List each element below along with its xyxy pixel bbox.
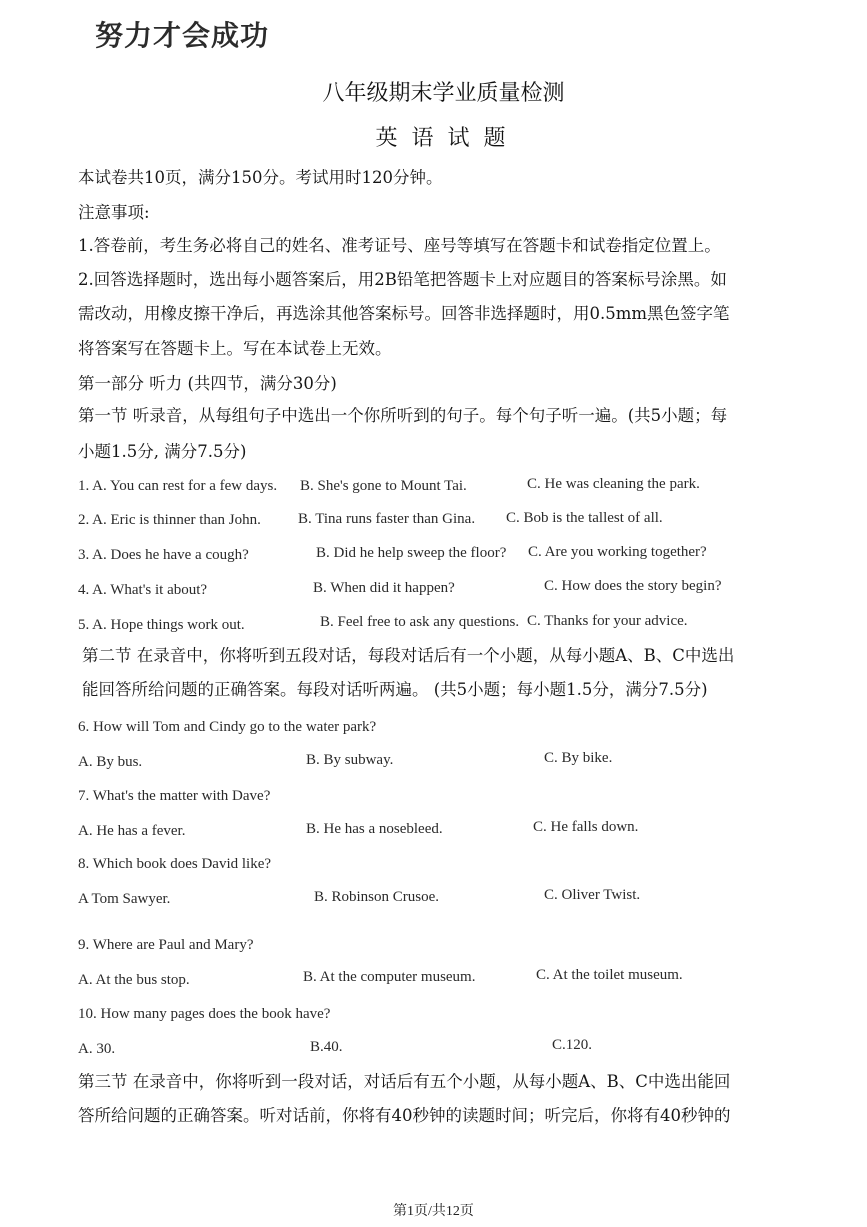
q7-question: 7. What's the matter with Dave? [78,788,271,804]
q4-option-a: 4. A. What's it about? [78,582,208,598]
q10-option-a: A. 30. [78,1041,116,1057]
q1-option-a: 1. A. You can rest for a few days. [78,478,278,494]
q1-option-b: B. She's gone to Mount Tai. [300,478,467,494]
q6-option-c: C. By bike. [544,750,613,766]
q9-question: 9. Where are Paul and Mary? [78,937,254,953]
note-2-line-3: 将答案写在答题卡上。写在本试卷上无效。 [78,339,392,358]
exam-title: 八年级期末学业质量检测 [322,81,565,106]
q7-option-c: C. He falls down. [533,819,639,835]
q9-option-c: C. At the toilet museum. [536,967,683,983]
notes-heading: 注意事项: [78,203,150,222]
section-1-instructions-line-2: 小题1.5分, 满分7.5分) [78,442,247,461]
q10-option-c: C.120. [552,1037,593,1053]
subject-title: 英语试题 [375,126,520,151]
q8-option-b: B. Robinson Crusoe. [314,889,440,905]
note-2-line-1: 2.回答选择题时，选出每小题答案后，用2B铅笔把答题卡上对应题目的答案标号涂黑。如 [78,270,727,289]
part-1-heading: 第一部分 听力 (共四节，满分30分) [78,374,337,393]
q5-option-b: B. Feel free to ask any questions. [320,614,520,630]
q6-option-b: B. By subway. [306,752,394,768]
note-1: 1.答卷前，考生务必将自己的姓名、准考证号、座号等填写在答题卡和试卷指定位置上。 [78,236,721,255]
note-2-line-2: 需改动，用橡皮擦干净后，再选涂其他答案标号。回答非选择题时，用0.5mm黑色签字笔 [78,304,730,323]
q3-option-b: B. Did he help sweep the floor? [316,545,507,561]
brand-slogan: 努力才会成功 [95,19,270,52]
q3-option-c: C. Are you working together? [528,544,707,560]
q4-option-b: B. When did it happen? [313,580,455,596]
q5-option-c: C. Thanks for your advice. [527,613,688,629]
q2-option-b: B. Tina runs faster than Gina. [298,511,476,527]
q7-option-a: A. He has a fever. [78,823,186,839]
q5-option-a: 5. A. Hope things work out. [78,617,245,633]
page-number: 第1页/共12页 [393,1204,474,1219]
section-3-instructions-line-2: 答所给问题的正确答案。听对话前，你将有40秒钟的读题时间；听完后，你将有40秒钟的 [78,1106,731,1125]
q8-question: 8. Which book does David like? [78,856,272,872]
q8-option-c: C. Oliver Twist. [544,887,641,903]
q8-option-a: A Tom Sawyer. [78,891,171,907]
q3-option-a: 3. A. Does he have a cough? [78,547,249,563]
q1-option-c: C. He was cleaning the park. [527,476,700,492]
section-2-instructions-line-1: 第二节 在录音中，你将听到五段对话，每段对话后有一个小题，从每小题A、B、C中选出 [82,646,735,665]
section-3-instructions-line-1: 第三节 在录音中，你将听到一段对话，对话后有五个小题，从每小题A、B、C中选出能回 [78,1072,731,1091]
q6-question: 6. How will Tom and Cindy go to the water park? [78,719,377,735]
q9-option-a: A. At the bus stop. [78,972,190,988]
intro-text: 本试卷共10页，满分150分。考试用时120分钟。 [78,168,443,187]
q2-option-a: 2. A. Eric is thinner than John. [78,512,261,528]
q7-option-b: B. He has a nosebleed. [306,821,443,837]
q9-option-b: B. At the computer museum. [303,969,476,985]
section-1-instructions-line-1: 第一节 听录音，从每组句子中选出一个你所听到的句子。每个句子听一遍。(共5小题；每 [78,406,728,425]
q10-question: 10. How many pages does the book have? [78,1006,331,1022]
q4-option-c: C. How does the story begin? [544,578,722,594]
q10-option-b: B.40. [310,1039,343,1055]
q2-option-c: C. Bob is the tallest of all. [506,510,663,526]
q6-option-a: A. By bus. [78,754,143,770]
section-2-instructions-line-2: 能回答所给问题的正确答案。每段对话听两遍。 (共5小题；每小题1.5分，满分7.5分) [82,680,708,699]
